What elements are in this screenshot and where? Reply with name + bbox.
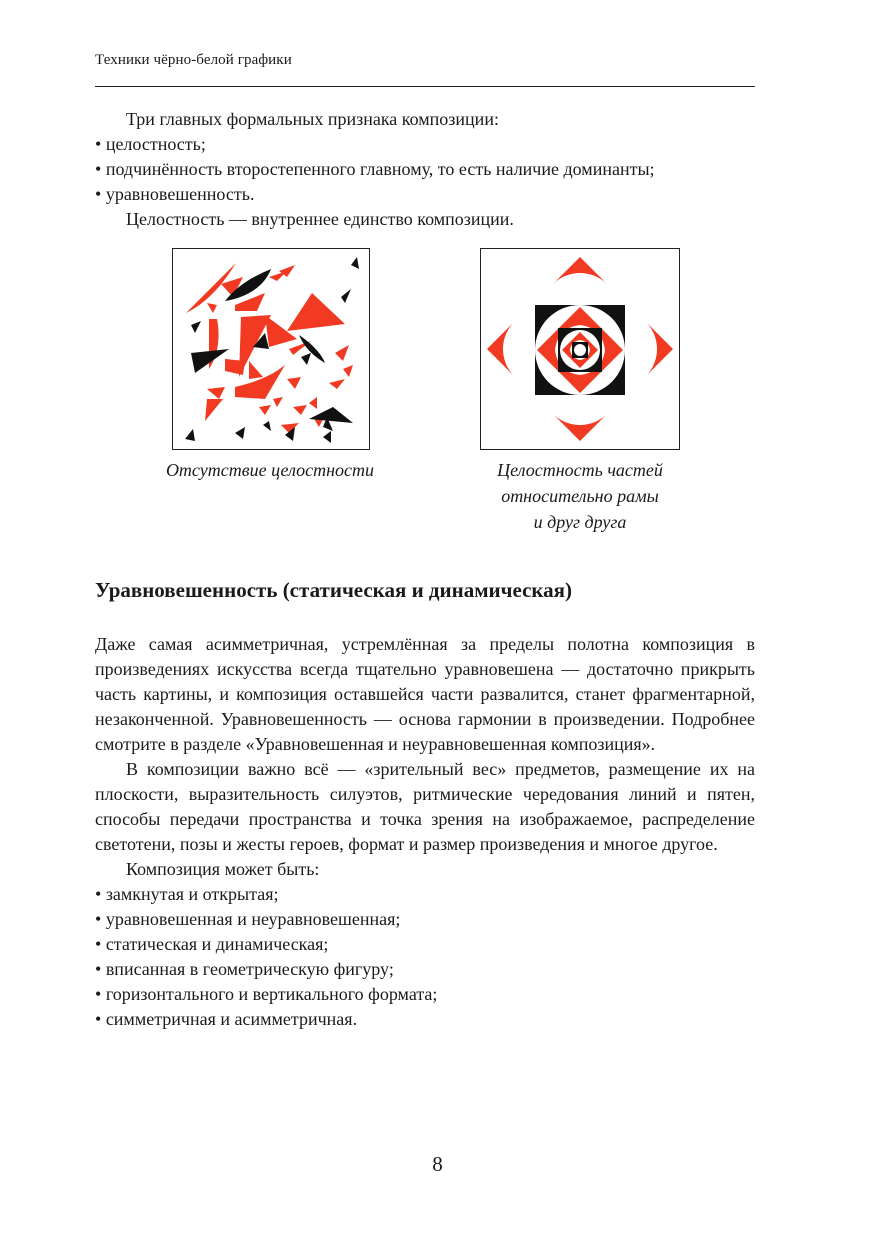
caption-line: и друг друга (533, 512, 627, 532)
list-item: • симметричная и асимметричная. (95, 1007, 755, 1032)
running-header: Техники чёрно-белой графики (95, 52, 292, 68)
list-item: • уравновешенность. (95, 182, 755, 207)
caption-line: относительно рамы (501, 486, 659, 506)
list-item: • замкнутая и открытая; (95, 882, 755, 907)
caption-line: Целостность частей (497, 460, 663, 480)
types-lead: Композиция может быть: (126, 859, 320, 879)
paragraph-important: В композиции важно всё — «зрительный вес» предметов, размещение их на плоскости, выразительность силуэтов, ритмические чередования линий и пятен, способы передачи пространства и точка зрения на изображаемое, распределение светотени, позы и жесты героев, формат и размер произведения и многое другое. (95, 759, 755, 854)
header-rule (95, 86, 755, 87)
paragraph-balance: Даже самая асимметричная, устремлённая за пределы полотна композиция в произведениях искусства всегда тщательно уравновешена — достаточно прикрыть часть картины, и композиция оставшейся части развалится, станет фрагментарной, незаконченной. Уравновешенность — основа гармонии в произведении. Подробнее смотрите в разделе «Уравновешенная и неуравновешенная композиция». (95, 634, 755, 754)
scattered-shapes-illustration (173, 249, 369, 449)
list-item: • статическая и динамическая; (95, 932, 755, 957)
list-item: • целостность; (95, 132, 755, 157)
list-item: • уравновешенная и неуравновешенная; (95, 907, 755, 932)
integrity-definition: Целостность — внутреннее единство композиции. (126, 209, 514, 229)
list-item: • горизонтального и вертикального формата; (95, 982, 755, 1007)
intro-block (95, 107, 755, 232)
figure-integrity (480, 248, 680, 450)
list-item: • вписанная в геометрическую фигуру; (95, 957, 755, 982)
list-item: • подчинённость второстепенного главному, то есть наличие доминанты; (95, 157, 755, 182)
composition-types-list (95, 882, 755, 1032)
caption-integrity (450, 457, 710, 535)
section-body (95, 632, 755, 1032)
caption-no-integrity: Отсутствие целостности (165, 460, 375, 480)
section-heading: Уравновешенность (статическая и динамическая) (95, 578, 573, 602)
page-number: 8 (432, 1152, 443, 1176)
figure-no-integrity (172, 248, 370, 450)
intro-lead: Три главных формальных признака композиции: (126, 109, 499, 129)
concentric-composition-illustration (481, 249, 679, 449)
criteria-list (95, 132, 755, 207)
